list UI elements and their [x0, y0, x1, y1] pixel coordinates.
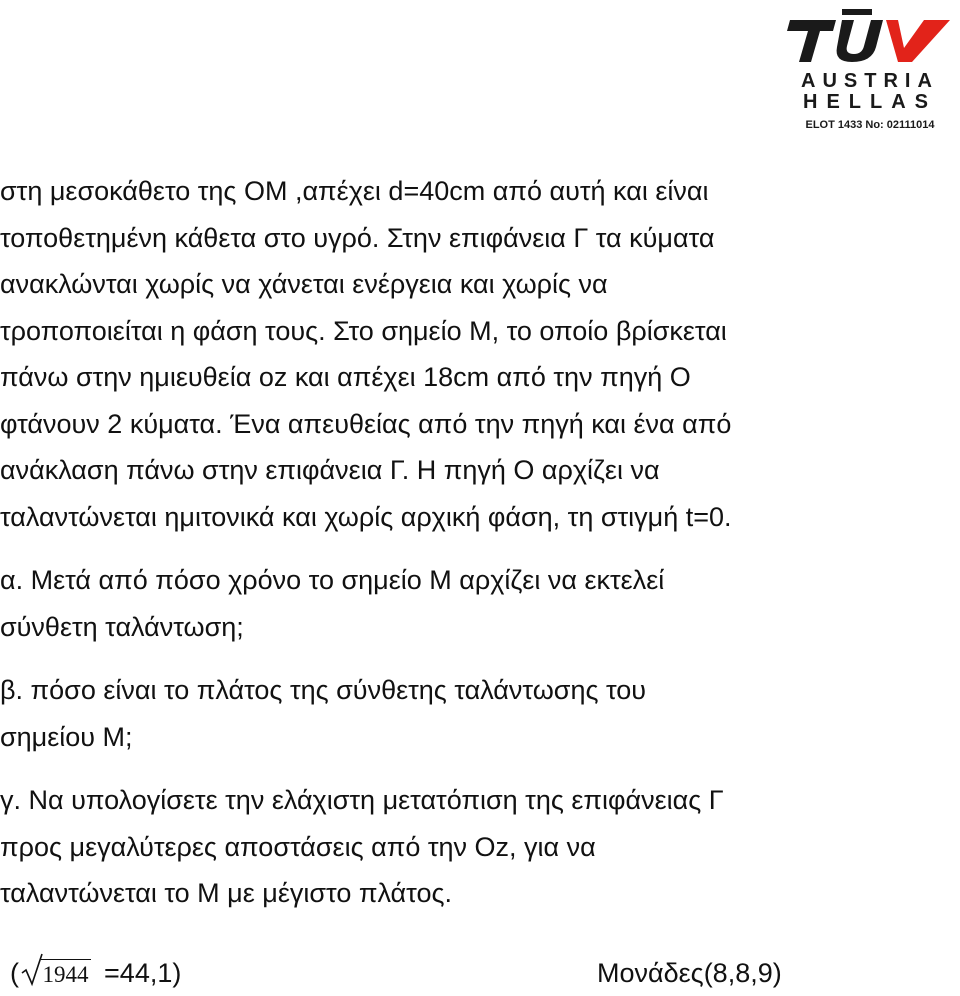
tuv-austria-hellas-logo — [784, 4, 954, 132]
square-root — [41, 950, 91, 996]
radicand: 1944 — [41, 959, 91, 990]
paragraph-line: στη μεσοκάθετο της ΟΜ ,απέχει d=40cm από αυτή και είναι — [0, 176, 709, 206]
paragraph-line: ανακλώνται χωρίς να χάνεται ενέργεια και χωρίς να — [0, 269, 608, 299]
question-b-line: σημείου Μ; — [0, 721, 133, 752]
footer-row — [0, 950, 960, 996]
logo-graphic — [784, 4, 954, 132]
marks-allocation: Μονάδες(8,8,9) — [597, 958, 782, 988]
question-c — [0, 777, 960, 917]
logo-line-austria: AUSTRIA — [801, 70, 939, 92]
open-paren: ( — [10, 958, 19, 988]
paragraph-line: ανάκλαση πάνω στην επιφάνεια Γ. Η πηγή Ο αρχίζει να — [0, 455, 660, 485]
question-a-line: σύνθετη ταλάντωση; — [0, 611, 244, 642]
problem-paragraph — [0, 168, 960, 540]
question-b-line: β. πόσο είναι το πλάτος της σύνθετης ταλάντωσης του — [0, 675, 647, 705]
logo-cert-number: ELOT 1433 No: 02111014 — [805, 119, 935, 131]
paragraph-line: πάνω στην ημιευθεία οz και απέχει 18cm από την πηγή Ο — [0, 362, 691, 392]
logo-line-hellas: HELLAS — [803, 91, 937, 113]
question-a-line: α. Μετά από πόσο χρόνο το σημείο Μ αρχίζει να εκτελεί — [0, 565, 665, 595]
problem-text — [0, 168, 960, 917]
question-c-line: προς μεγαλύτερες αποστάσεις από την Oz, για να — [0, 831, 596, 862]
paragraph-line: τροποποιείται η φάση τους. Στο σημείο Μ, το οποίο βρίσκεται — [0, 315, 727, 346]
sqrt-hint — [10, 950, 181, 996]
paragraph-line: φτάνουν 2 κύματα. Ένα απευθείας από την πηγή και ένα από — [0, 408, 732, 439]
paragraph-line: ταλαντώνεται ημιτονικά και χωρίς αρχική φάση, τη στιγμή t=0. — [0, 501, 732, 532]
question-c-line: ταλαντώνεται το Μ με μέγιστο πλάτος. — [0, 878, 452, 908]
sqrt-result: =44,1) — [104, 958, 182, 988]
radical-sign-icon — [21, 953, 43, 987]
question-c-line: γ. Να υπολογίσετε την ελάχιστη μετατόπιση της επιφάνειας Γ — [0, 785, 724, 815]
question-b — [0, 667, 960, 760]
question-a — [0, 557, 960, 650]
paragraph-line: τοποθετημένη κάθετα στο υγρό. Στην επιφάνεια Γ τα κύματα — [0, 222, 715, 253]
